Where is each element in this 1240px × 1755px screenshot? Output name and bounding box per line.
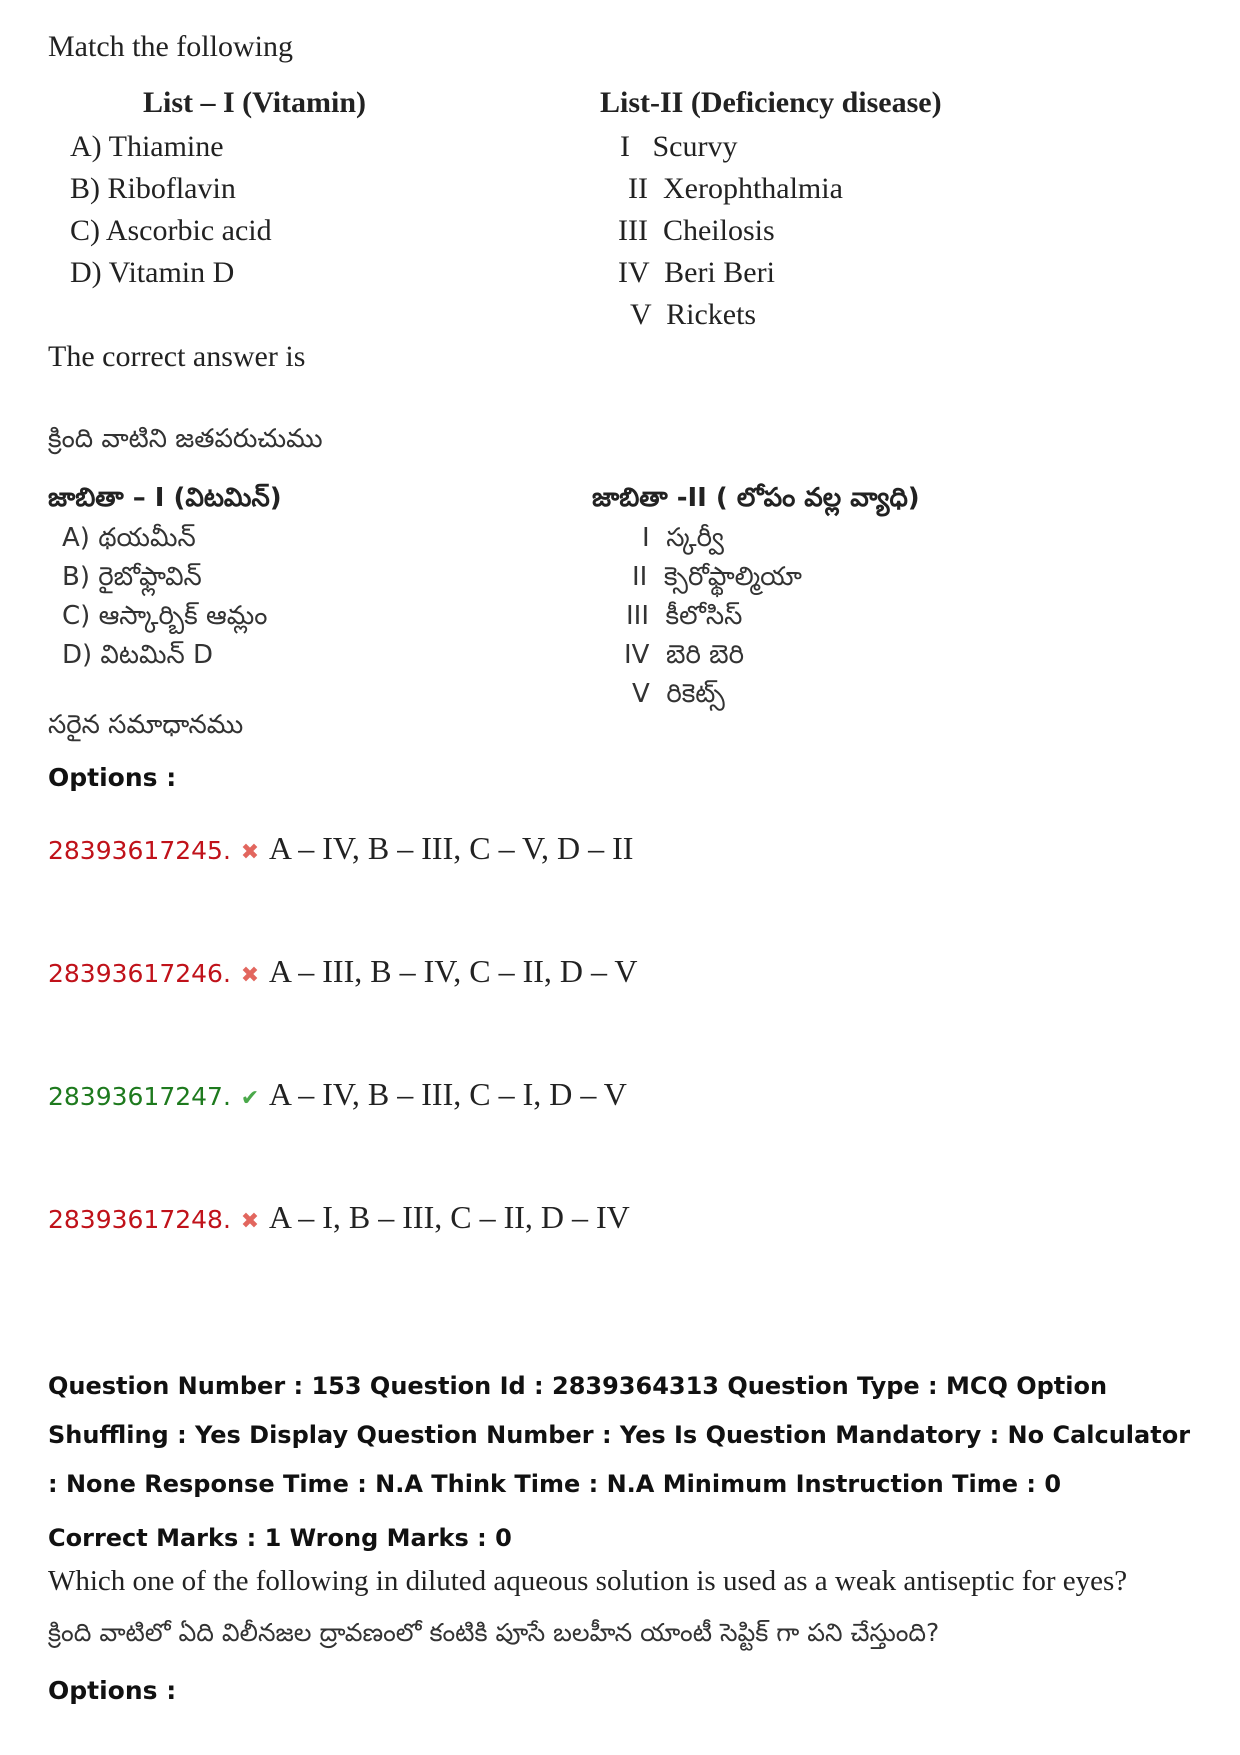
telugu-list1-item: A) థయమీన్ xyxy=(62,523,196,553)
check-mark-icon: ✔ xyxy=(240,1086,260,1111)
question-intro: Match the following xyxy=(48,30,293,63)
list1-item: B) Riboflavin xyxy=(70,172,236,205)
list2-item: IV Beri Beri xyxy=(618,256,775,289)
telugu-list1-item: B) రైబోఫ్లావిన్ xyxy=(62,562,202,592)
option-text: A – III, B – IV, C – II, D – V xyxy=(268,953,638,989)
next-question-text: Which one of the following in diluted aqueous solution is used as a weak antiseptic for eyes? xyxy=(48,1565,1128,1597)
option-id: 28393617246. xyxy=(48,959,231,988)
list1-item: D) Vitamin D xyxy=(70,256,235,289)
telugu-list2-item: II క్సెరోఫ్థాల్మియా xyxy=(632,562,802,592)
cross-mark-icon: ✖ xyxy=(240,840,260,865)
list1-title: List – I (Vitamin) xyxy=(143,86,367,119)
option-row[interactable] xyxy=(48,953,638,990)
list2-item: II Xerophthalmia xyxy=(628,172,843,205)
list2-item: I Scurvy xyxy=(620,130,738,163)
telugu-list1-item: C) ఆస్కార్బిక్ ఆమ్లం xyxy=(62,601,268,631)
telugu-list2-title: జాబితా -II ( లోపం వల్ల వ్యాధి) xyxy=(592,483,920,513)
option-row[interactable] xyxy=(48,830,633,867)
list2-item: III Cheilosis xyxy=(618,214,775,247)
next-question-telugu: క్రింది వాటిలో ఏది విలీనజల ద్రావణంలో కంటికి పూసే బలహీన యాంటీ సెప్టిక్ గా పని చేస్తుంది? xyxy=(48,1618,940,1647)
question-metadata: Question Number : 153 Question Id : 2839364313 Question Type : MCQ Option Shuffling : Yes Display Question Number : Yes Is Question Mandatory : No Calculator : None Response Time : N.A Think Time : N.A Minimum Instruction Time : 0 xyxy=(48,1372,1191,1498)
telugu-answer-prompt: సరైన సమాధానము xyxy=(48,710,244,740)
option-text: A – I, B – III, C – II, D – IV xyxy=(268,1199,630,1235)
option-row[interactable] xyxy=(48,1199,630,1236)
option-id: 28393617245. xyxy=(48,836,231,865)
option-text: A – IV, B – III, C – V, D – II xyxy=(268,830,634,866)
telugu-list1-title: జాబితా – I (విటమిన్) xyxy=(48,483,282,513)
next-options-label: Options : xyxy=(48,1676,177,1705)
option-id: 28393617248. xyxy=(48,1205,231,1234)
telugu-list2-item: IV బెరి బెరి xyxy=(624,640,745,670)
list2-item: V Rickets xyxy=(630,298,757,331)
option-row[interactable] xyxy=(48,1076,627,1113)
telugu-list2-item: V రికెట్స్ xyxy=(632,679,725,709)
telugu-intro: క్రింది వాటిని జతపరుచుము xyxy=(48,424,323,454)
options-label: Options : xyxy=(48,763,177,792)
telugu-list1-item: D) విటమిన్ D xyxy=(62,640,214,670)
telugu-list2-item: I స్కర్వీ xyxy=(642,523,724,553)
list1-item: A) Thiamine xyxy=(70,130,224,163)
telugu-list2-item: III కీలోసిస్ xyxy=(626,601,743,631)
list2-title: List-II (Deficiency disease) xyxy=(600,86,942,119)
cross-mark-icon: ✖ xyxy=(240,963,260,988)
answer-prompt: The correct answer is xyxy=(48,340,306,373)
option-text: A – IV, B – III, C – I, D – V xyxy=(268,1076,627,1112)
option-id: 28393617247. xyxy=(48,1082,231,1111)
marks-info: Correct Marks : 1 Wrong Marks : 0 xyxy=(48,1524,512,1552)
cross-mark-icon: ✖ xyxy=(240,1209,260,1234)
list1-item: C) Ascorbic acid xyxy=(70,214,272,247)
